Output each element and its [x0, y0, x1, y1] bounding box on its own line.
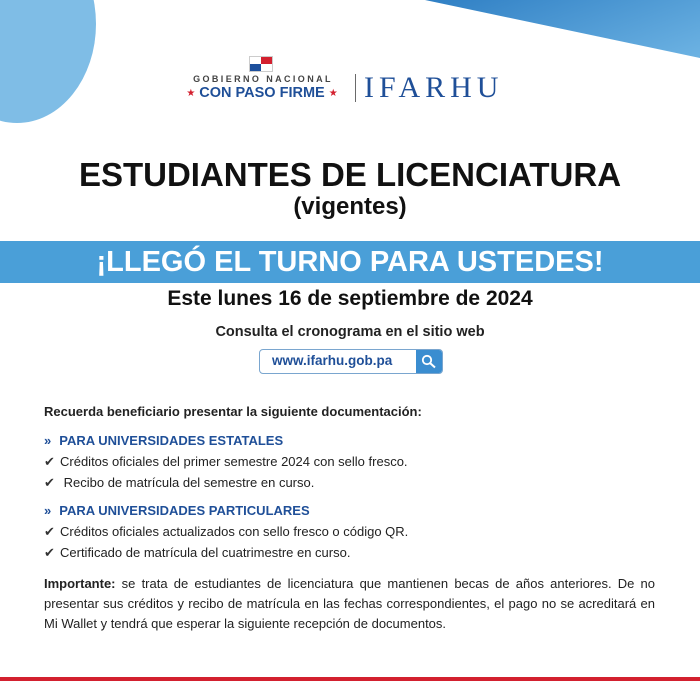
website-url[interactable]: www.ifarhu.gob.pa: [272, 353, 393, 368]
section-heading-particulares: » PARA UNIVERSIDADES PARTICULARES: [44, 503, 310, 518]
check-icon: ✔: [44, 545, 55, 560]
search-icon[interactable]: [416, 350, 442, 373]
gov-line1: GOBIERNO NACIONAL: [193, 74, 333, 84]
list-item: ✔ Certificado de matrícula del cuatrimestre en curso.: [44, 545, 351, 560]
star-icon: ★: [186, 87, 196, 99]
website-link[interactable]: [259, 349, 443, 374]
announcement-banner: ¡LLEGÓ EL TURNO PARA USTEDES!: [0, 241, 700, 283]
gov-line2: CON PASO FIRME: [199, 85, 325, 101]
important-note: [44, 574, 655, 634]
chevron-icon: »: [44, 433, 52, 448]
list-item: ✔ Recibo de matrícula del semestre en curso.: [44, 475, 315, 490]
important-label: Importante:: [44, 576, 116, 591]
decorative-wedge: [425, 0, 700, 58]
logo-divider: [355, 74, 356, 102]
chevron-icon: »: [44, 503, 52, 518]
panama-flag-icon: [249, 56, 273, 72]
consult-text: Consulta el cronograma en el sitio web: [215, 324, 485, 340]
brand-name: IFARHU: [364, 71, 504, 104]
page-subtitle: (vigentes): [293, 193, 407, 220]
list-item: ✔ Créditos oficiales actualizados con sello fresco o código QR.: [44, 524, 409, 539]
star-icon: ★: [328, 87, 338, 99]
check-icon: ✔: [44, 475, 55, 490]
date-line: Este lunes 16 de septiembre de 2024: [167, 287, 533, 310]
decorative-circle: [0, 0, 96, 123]
gov-line2-wrapper: [176, 85, 348, 101]
section-heading-estatales: » PARA UNIVERSIDADES ESTATALES: [44, 433, 284, 448]
important-text: se trata de estudiantes de licenciatura que mantienen becas de años anteriores. De no presentar sus créditos y recibo de matrícula en las fechas correspondientes, el pago no se acreditará en Mi Wallet y tendrá que esperar la siguiente recepción de documentos.: [44, 576, 655, 631]
page-title: ESTUDIANTES DE LICENCIATURA: [78, 156, 622, 193]
documentation-intro: Recuerda beneficiario presentar la siguiente documentación:: [44, 404, 422, 419]
bottom-divider: [0, 677, 700, 681]
ifarhu-logo: [176, 56, 526, 104]
check-icon: ✔: [44, 454, 55, 469]
list-item: ✔ Créditos oficiales del primer semestre 2024 con sello fresco.: [44, 454, 408, 469]
check-icon: ✔: [44, 524, 55, 539]
